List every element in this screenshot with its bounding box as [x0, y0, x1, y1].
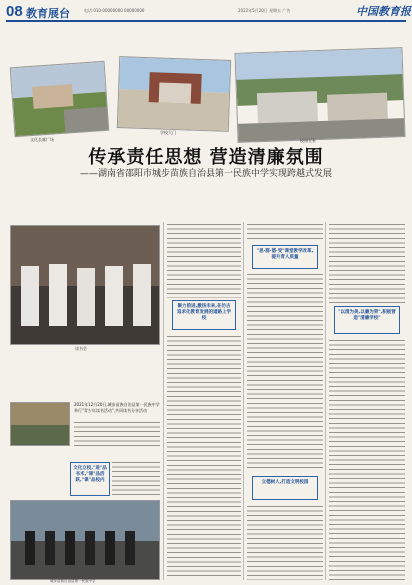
photo-culture-square: [10, 61, 110, 137]
subhead-box-civilized: [252, 476, 318, 500]
text-col3-mid: [247, 272, 323, 472]
photo-culture-square-image: [11, 62, 110, 138]
subhead-box-culture: [70, 462, 110, 496]
section-title: 教育展台: [26, 7, 70, 20]
header-date: 2022年5月20日 星期五 广告: [238, 8, 291, 13]
text-col2-top: [167, 222, 241, 298]
article-title: 传承责任思想 营造清廉氛围: [88, 147, 324, 168]
photo-culture-square-caption: 文化长廊广场: [30, 137, 54, 142]
photo-school-gate: [117, 56, 231, 132]
header-rule: [6, 20, 406, 22]
photo-campus-panorama-caption: 校园全景: [300, 138, 316, 143]
text-col4-top: [329, 222, 405, 304]
photo-campus-panorama-image: [236, 48, 406, 143]
subhead-box-clean: [334, 306, 400, 334]
text-col3-bottom: [247, 504, 323, 580]
subhead-classroom: "思·群·德·受"课堂教学改革,提升育人质量: [256, 249, 314, 260]
photo-ceremony-caption: 城步苗族自治县第一民族中学: [50, 579, 96, 583]
header-meta: 电话:010-00000000 00000000: [84, 8, 145, 13]
photo-school-gate-caption: 学校大门: [160, 130, 176, 135]
article-subtitle: ——湖南省邵阳市城步苗族自治县第一民族中学实现跨越式发展: [79, 169, 332, 179]
text-col-left-1: [112, 460, 160, 496]
photo-reading-event-caption: 读书会: [75, 346, 87, 351]
subhead-box-classroom: [252, 245, 318, 269]
photo-student-group: [10, 402, 70, 446]
masthead-logo: 中国教育报: [356, 5, 411, 18]
column-divider-2: [243, 222, 244, 580]
text-col3-top: [247, 222, 323, 242]
text-col2-bottom: [167, 334, 241, 580]
photo-school-gate-image: [118, 57, 231, 132]
subhead-future: 聚力前进,激扬未来,在仿古追求化教育发展的道路上学校: [177, 304, 231, 321]
subhead-civilized: 立德树人,打造文明校园: [261, 480, 309, 485]
column-divider-1: [163, 222, 164, 580]
subhead-culture: 文化立校,"进"品书术,"课"品活跃,"课"品校内: [73, 466, 107, 483]
photo-reading-event-image: [11, 226, 160, 345]
column-divider-3: [325, 222, 326, 580]
subhead-clean: "以清为美,以廉为荣",积极营造"清廉学校": [338, 310, 396, 321]
page-number: 08: [6, 3, 23, 20]
photo-student-group-caption: 2021年12月20日,城步苗族自治县第一民族中学举行"青少年读书活动",共同读书分享活动: [74, 402, 160, 413]
photo-campus-panorama: [234, 47, 405, 143]
caption-text: [74, 420, 160, 446]
subhead-box-future: [172, 300, 236, 330]
photo-ceremony-image: [11, 501, 160, 580]
text-col4-bottom: [329, 338, 405, 580]
photo-reading-event: [10, 225, 160, 345]
photo-ceremony: [10, 500, 160, 580]
photo-student-group-image: [11, 403, 70, 446]
